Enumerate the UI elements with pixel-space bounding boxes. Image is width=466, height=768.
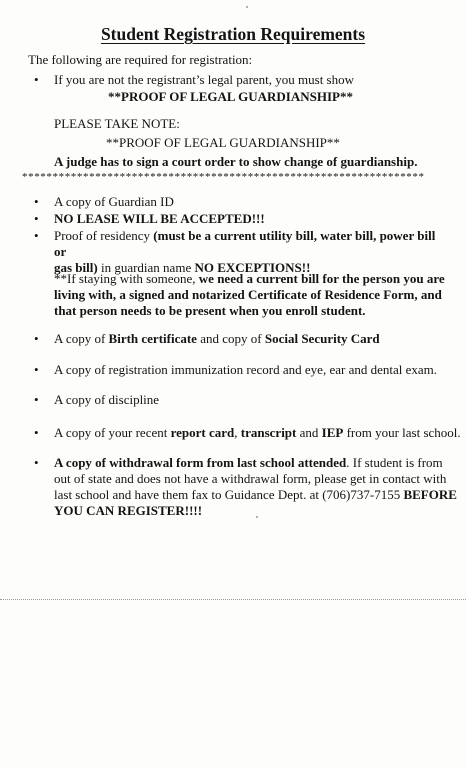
birth-and: and copy of [196,331,265,346]
report-lead: A copy of your recent [54,425,171,440]
withdrawal-contact: out of state and does not have a withdrawal form, please get in contact with [54,471,447,486]
item-staying-note [54,271,454,319]
bullet-icon: • [34,331,39,346]
residency-bills: (must be a current utility bill, water bill, power bill or [54,228,436,259]
guardianship-line: If you are not the registrant’s legal parent, you must show [54,72,355,87]
take-note-proof: **PROOF OF LEGAL GUARDIANSHIP** [106,135,340,150]
bullet-icon: • [34,392,39,407]
iep-text: IEP [321,425,344,440]
transcript-text: transcript [240,425,297,440]
bullet-icon: • [34,362,39,377]
residency-no-exceptions: NO EXCEPTIONS!! [194,260,311,275]
item-guardian-id: A copy of Guardian ID [54,194,174,209]
social-security-text: Social Security Card [264,331,380,346]
report-tail: from your last school. [343,425,461,440]
residency-lead: Proof of residency [54,228,154,243]
withdrawal-out-of-state: . If student is from [346,455,443,470]
item-residency [54,228,444,276]
page-edge-line [0,599,466,600]
staying-certificate: living with, a signed and notarized Certificate of Residence Form, and [54,287,442,302]
proof-guardianship-heading: **PROOF OF LEGAL GUARDIANSHIP** [108,89,353,104]
bullet-icon: • [34,455,39,470]
asterisk-separator: ****************************************************************** [22,171,425,183]
report-comma: , [234,425,241,440]
bullet-icon: • [34,194,39,209]
item-birth-certificate [54,331,380,347]
scan-speck [256,516,258,518]
take-note-label: PLEASE TAKE NOTE: [54,116,180,131]
bullet-icon: • [34,425,39,440]
withdrawal-before: BEFORE [403,487,457,502]
staying-bill: we need a current bill for the person you are [198,271,445,286]
withdrawal-register: YOU CAN REGISTER!!!! [54,503,203,518]
item-report-card [54,425,461,441]
scan-speck [246,6,248,8]
bullet-icon: • [34,211,39,226]
withdrawal-lead: A copy of withdrawal form from last school attended [54,455,347,470]
report-card-text: report card [170,425,235,440]
residency-gas: gas bill) [54,260,98,275]
report-and: and [296,425,322,440]
bullet-icon: • [34,228,39,243]
item-no-lease: NO LEASE WILL BE ACCEPTED!!! [54,211,265,226]
judge-note: A judge has to sign a court order to show change of guardianship. [54,154,418,169]
item-withdrawal [54,455,459,519]
birth-lead: A copy of [54,331,109,346]
item-immunization: A copy of registration immunization record and eye, ear and dental exam. [54,362,437,377]
residency-guardian-name: in guardian name [97,260,195,275]
intro-text: The following are required for registration: [28,52,253,67]
staying-present: that person needs to be present when you enroll student. [54,303,366,318]
item-discipline: A copy of discipline [54,392,160,407]
birth-certificate-text: Birth certificate [108,331,197,346]
withdrawal-fax: last school and have them fax to Guidance Dept. at (706)737-7155 [54,487,404,502]
bullet-icon: • [34,72,39,87]
staying-lead: **If staying with someone, [54,271,199,286]
page-title: Student Registration Requirements [100,24,366,44]
